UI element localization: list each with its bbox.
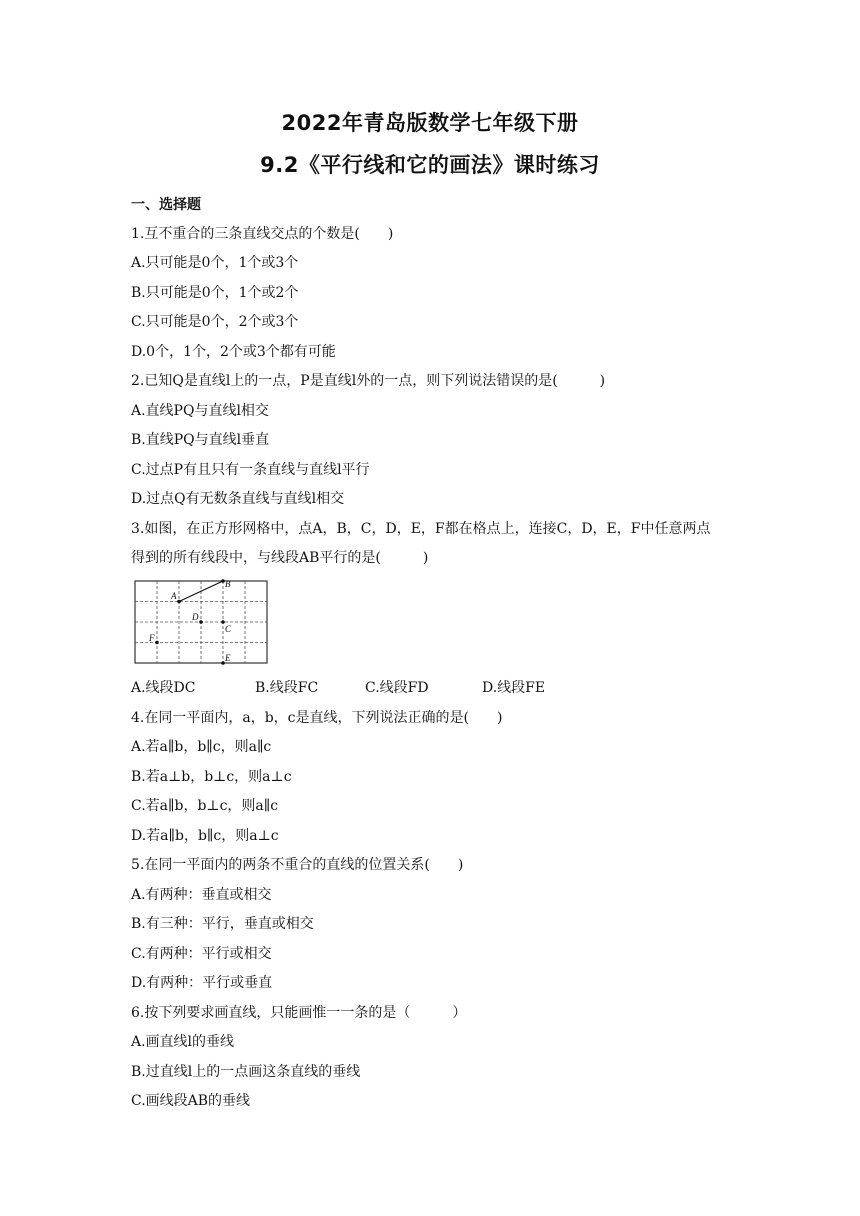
question-1-option-a: A.只可能是0个，1个或3个 <box>131 255 299 271</box>
question-5-option-d: D.有两种：平行或垂直 <box>131 975 273 991</box>
section-heading: 一、选择题 <box>131 197 201 213</box>
question-3-options <box>131 678 545 698</box>
question-1-option-b: B.只可能是0个，1个或2个 <box>131 285 299 301</box>
label-c: C <box>225 624 232 634</box>
question-3-stem-line-2: 得到的所有线段中，与线段AB平行的是( ) <box>131 550 429 566</box>
question-5-option-a: A.有两种：垂直或相交 <box>131 887 272 903</box>
question-2-option-a: A.直线PQ与直线l相交 <box>131 403 269 419</box>
question-2-option-c: C.过点P有且只有一条直线与直线l平行 <box>131 462 370 478</box>
question-4-option-a: A.若a∥b，b∥c，则a∥c <box>131 739 272 755</box>
point-f <box>155 641 159 645</box>
question-4-stem: 4.在同一平面内，a，b，c是直线，下列说法正确的是( ) <box>131 710 503 726</box>
question-4-option-d: D.若a∥b，b∥c，则a⊥c <box>131 828 279 844</box>
document-subtitle: 9.2《平行线和它的画法》课时练习 <box>260 153 600 177</box>
question-4-option-c: C.若a∥b，b⊥c，则a∥c <box>131 798 279 814</box>
question-5-option-c: C.有两种：平行或相交 <box>131 946 272 962</box>
question-1-stem: 1.互不重合的三条直线交点的个数是( ) <box>131 226 394 242</box>
label-d: D <box>192 612 199 622</box>
question-3-option-a: A.线段DC <box>131 680 196 696</box>
question-6-option-b: B.过直线l上的一点画这条直线的垂线 <box>131 1064 361 1080</box>
question-6-stem: 6.按下列要求画直线，只能画惟一一条的是（ ） <box>131 1005 467 1021</box>
grid-figure <box>132 577 272 669</box>
question-2-option-d: D.过点Q有无数条直线与直线l相交 <box>131 491 345 507</box>
question-3-option-b: B.线段FC <box>255 680 319 696</box>
question-2-stem: 2.已知Q是直线l上的一点，P是直线l外的一点，则下列说法错误的是( ) <box>131 373 606 389</box>
question-1-option-d: D.0个，1个，2个或3个都有可能 <box>131 344 336 360</box>
question-6-option-a: A.画直线l的垂线 <box>131 1034 235 1050</box>
question-3-option-c: C.线段FD <box>365 680 429 696</box>
question-2-option-b: B.直线PQ与直线l垂直 <box>131 432 270 448</box>
label-e: E <box>225 653 231 663</box>
question-4-option-b: B.若a⊥b，b⊥c，则a⊥c <box>131 769 292 785</box>
point-d <box>199 620 203 624</box>
document-title: 2022年青岛版数学七年级下册 <box>281 111 579 135</box>
question-3-option-d: D.线段FE <box>482 680 546 696</box>
label-f: F <box>149 633 155 643</box>
question-5-stem: 5.在同一平面内的两条不重合的直线的位置关系( ) <box>131 857 464 873</box>
question-1-option-c: C.只可能是0个，2个或3个 <box>131 314 299 330</box>
label-a: A <box>171 591 177 601</box>
point-a <box>177 600 181 604</box>
grid-figure-svg <box>132 577 272 669</box>
question-6-option-c: C.画线段AB的垂线 <box>131 1093 251 1109</box>
question-3-stem-line-1: 3.如图，在正方形网格中，点A，B，C，D，E，F都在格点上，连接C，D，E，F中任意两点 <box>131 521 711 537</box>
label-b: B <box>225 579 231 589</box>
question-5-option-b: B.有三种：平行，垂直或相交 <box>131 916 314 932</box>
